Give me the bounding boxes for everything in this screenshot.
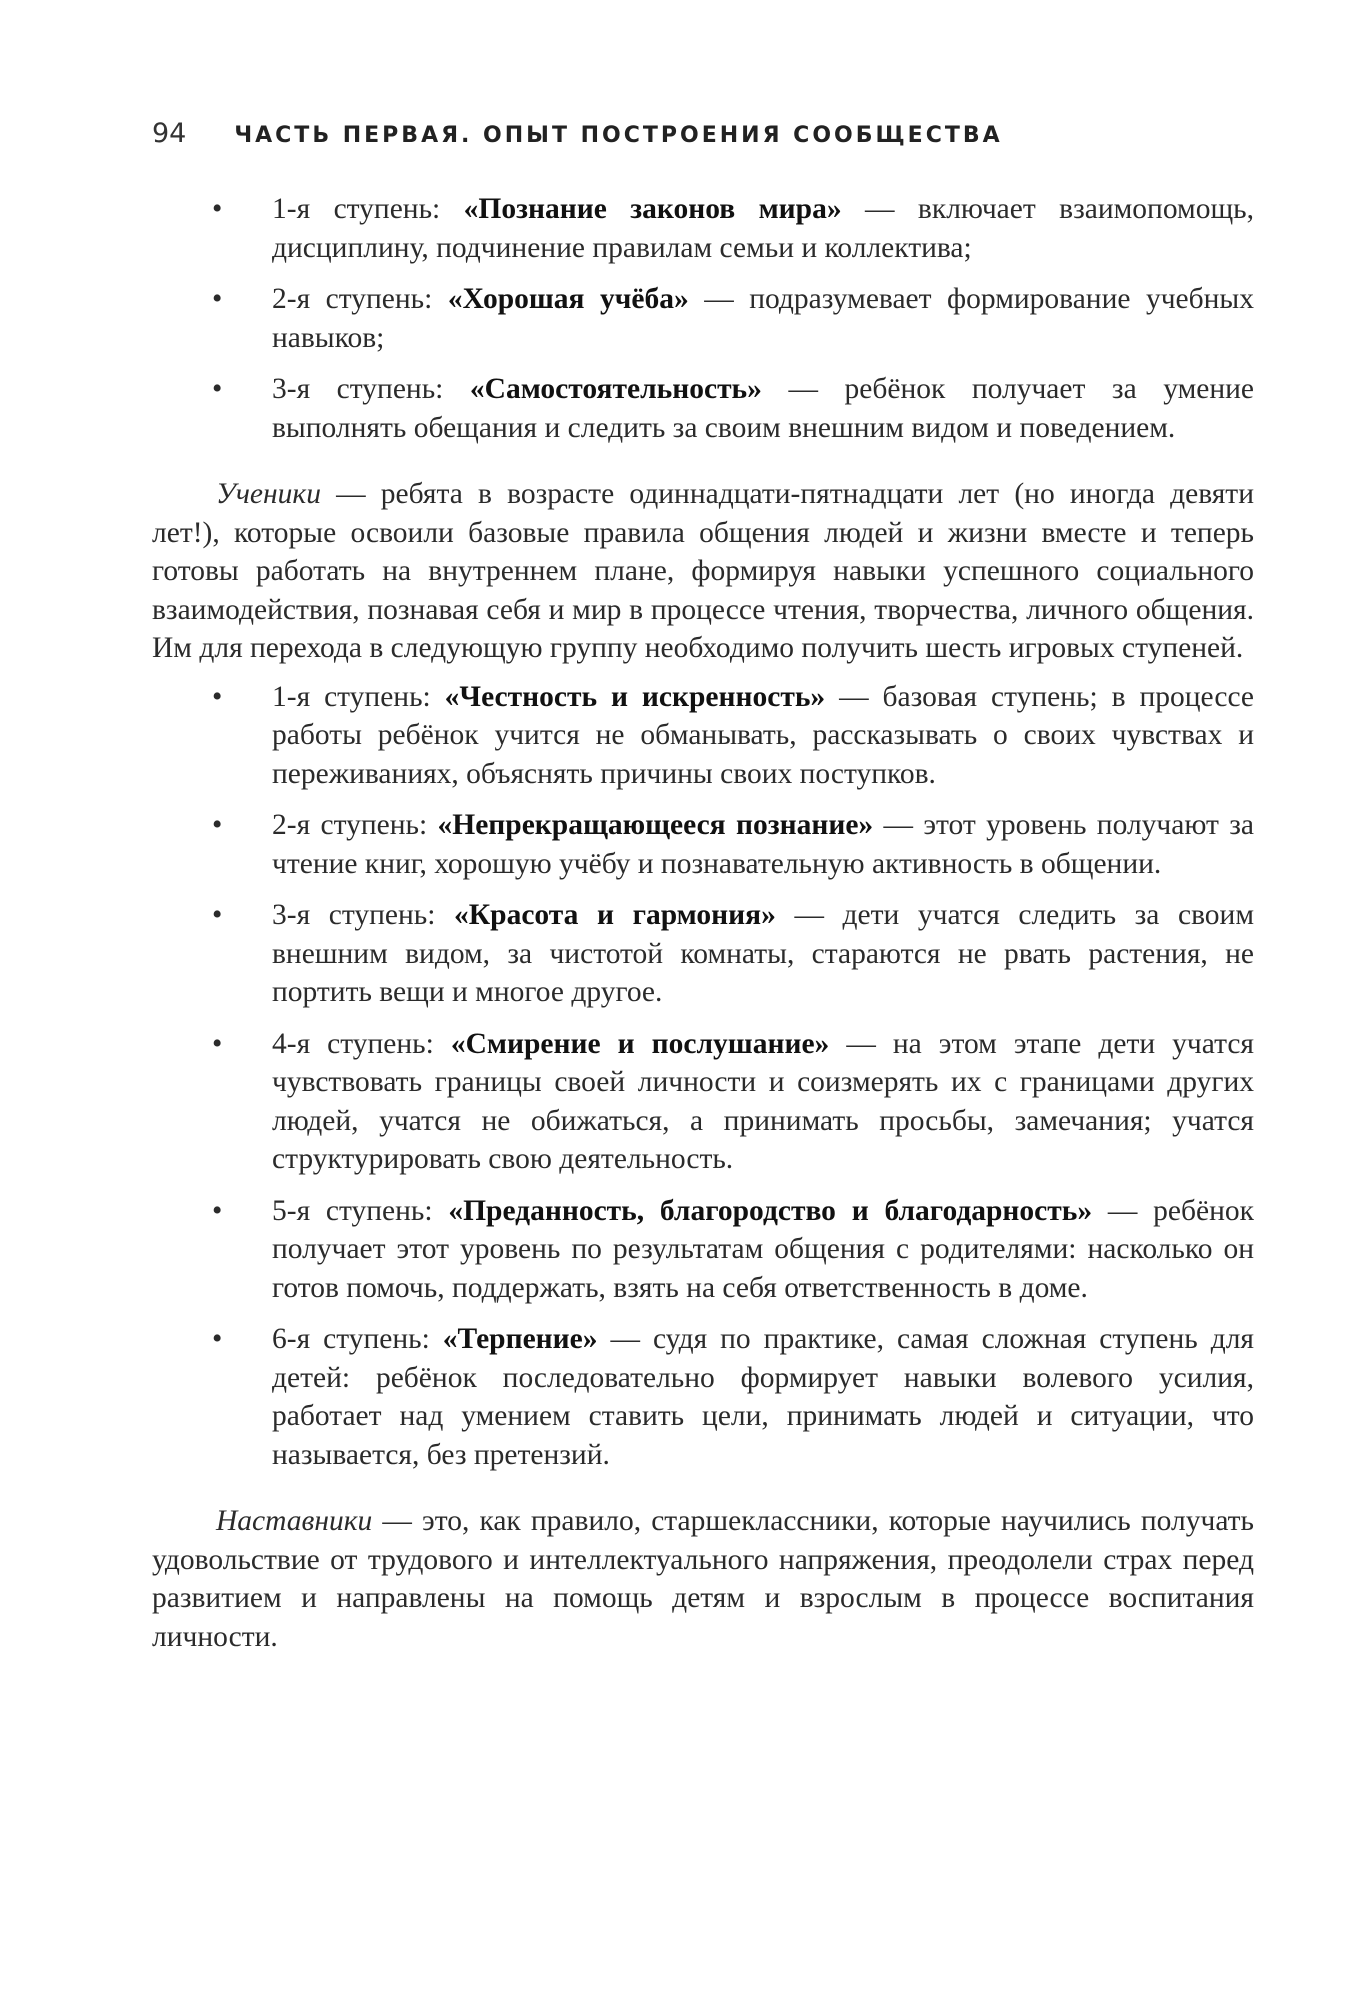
step-term: «Познание законов мира» [463, 193, 842, 225]
step-term: «Честность и искренность» [444, 680, 826, 713]
step-description: — ребёнок получает за умение выполнять обещания и следить за своим внешним видом и поведением. [272, 373, 1254, 444]
step-prefix: 4-я ступень: [272, 1027, 451, 1060]
step-term: «Смирение и послушание» [450, 1027, 830, 1060]
list-item [152, 1025, 1254, 1179]
list-item [152, 1192, 1254, 1308]
step-prefix: 3-я ступень: [272, 373, 470, 405]
step-description: — на этом этапе дети учатся чувствовать границы своей личности и соизмерять их с границами других людей, учатся не обижаться, а принимать просьбы, замечания; учатся структурировать свою деятельность. [272, 1027, 1255, 1175]
running-title: ЧАСТЬ ПЕРВАЯ. ОПЫТ ПОСТРОЕНИЯ СООБЩЕСТВА [234, 123, 1003, 148]
students-paragraph [152, 475, 1254, 668]
list-item [152, 1320, 1254, 1474]
step-description: — включает взаимопомощь, дисциплину, подчинение правилам семьи и коллектива; [272, 193, 1254, 264]
bullet-icon: • [212, 809, 223, 841]
step-prefix: 2-я ступень: [272, 809, 438, 841]
list-item [152, 896, 1254, 1012]
step-prefix: 2-я ступень: [272, 283, 448, 315]
bullet-icon: • [212, 1323, 223, 1355]
step-term: «Хорошая учёба» [447, 283, 689, 315]
step-prefix: 6-я ступень: [272, 1323, 443, 1355]
mentors-paragraph [152, 1502, 1254, 1656]
list-item [152, 370, 1254, 447]
step-term: «Самостоятельность» [469, 373, 762, 405]
step-term: «Преданность, благородство и благодарность» [448, 1194, 1093, 1227]
page-body [152, 190, 1254, 1656]
step-description: — этот уровень получают за чтение книг, хорошую учёбу и познавательную активность в общении. [272, 809, 1254, 880]
list-item [152, 678, 1254, 794]
step-description: — судя по практике, самая сложная ступень для детей: ребёнок последовательно формирует навыки волевого усилия, работает над умением ставить цели, принимать людей и ситуации, что называется, без претензий. [272, 1323, 1255, 1471]
list-item [152, 806, 1254, 883]
step-description: — ребёнок получает этот уровень по результатам общения с родителями: насколько он готов помочь, поддержать, взять на себя ответственность в доме. [272, 1194, 1254, 1304]
bullet-icon: • [212, 373, 223, 405]
step-prefix: 1-я ступень: [272, 680, 445, 713]
role-term: Наставники [216, 1505, 373, 1537]
step-description: — подразумевает формирование учебных навыков; [272, 283, 1254, 354]
bullet-icon: • [212, 899, 223, 931]
bullet-icon: • [212, 1027, 223, 1060]
step-term: «Непрекращающееся познание» [437, 809, 874, 841]
list-item [152, 280, 1254, 357]
step-description: — базовая ступень; в процессе работы ребёнок учится не обманывать, рассказывать о своих чувствах и переживаниях, объяснять причины своих поступков. [272, 680, 1254, 790]
role-term: Ученики [216, 478, 321, 510]
step-prefix: 3-я ступень: [272, 899, 455, 931]
bullet-icon: • [212, 193, 223, 225]
step-prefix: 1-я ступень: [272, 193, 464, 225]
student-steps-list [152, 678, 1254, 1475]
step-prefix: 5-я ступень: [272, 1194, 449, 1227]
list-item [152, 190, 1254, 267]
beginner-steps-list [152, 190, 1254, 447]
step-term: «Красота и гармония» [454, 899, 776, 931]
page-header [152, 118, 1252, 158]
bullet-icon: • [212, 283, 223, 315]
step-term: «Терпение» [442, 1323, 598, 1355]
page-number: 94 [152, 118, 187, 149]
paragraph-text: — это, как правило, старшеклассники, которые научились получать удовольствие от трудового и интеллектуального напряжения, преодолели страх перед развитием и направлены на помощь детям и взрослым в процессе воспитания личности. [152, 1505, 1254, 1653]
bullet-icon: • [212, 680, 223, 713]
paragraph-text: — ребята в возрасте одиннадцати-пятнадцати лет (но иногда девяти лет!), которые освоили базовые правила общения людей и жизни вместе и теперь готовы работать на внутреннем плане, формируя навыки успешного социального взаимодействия, познавая себя и мир в процессе чтения, творчества, личного общения. Им для перехода в следующую группу необходимо получить шесть игровых ступеней. [152, 478, 1254, 664]
bullet-icon: • [212, 1194, 223, 1227]
step-description: — дети учатся следить за своим внешним видом, за чистотой комнаты, стараются не рвать растения, не портить вещи и многое другое. [272, 899, 1254, 1008]
